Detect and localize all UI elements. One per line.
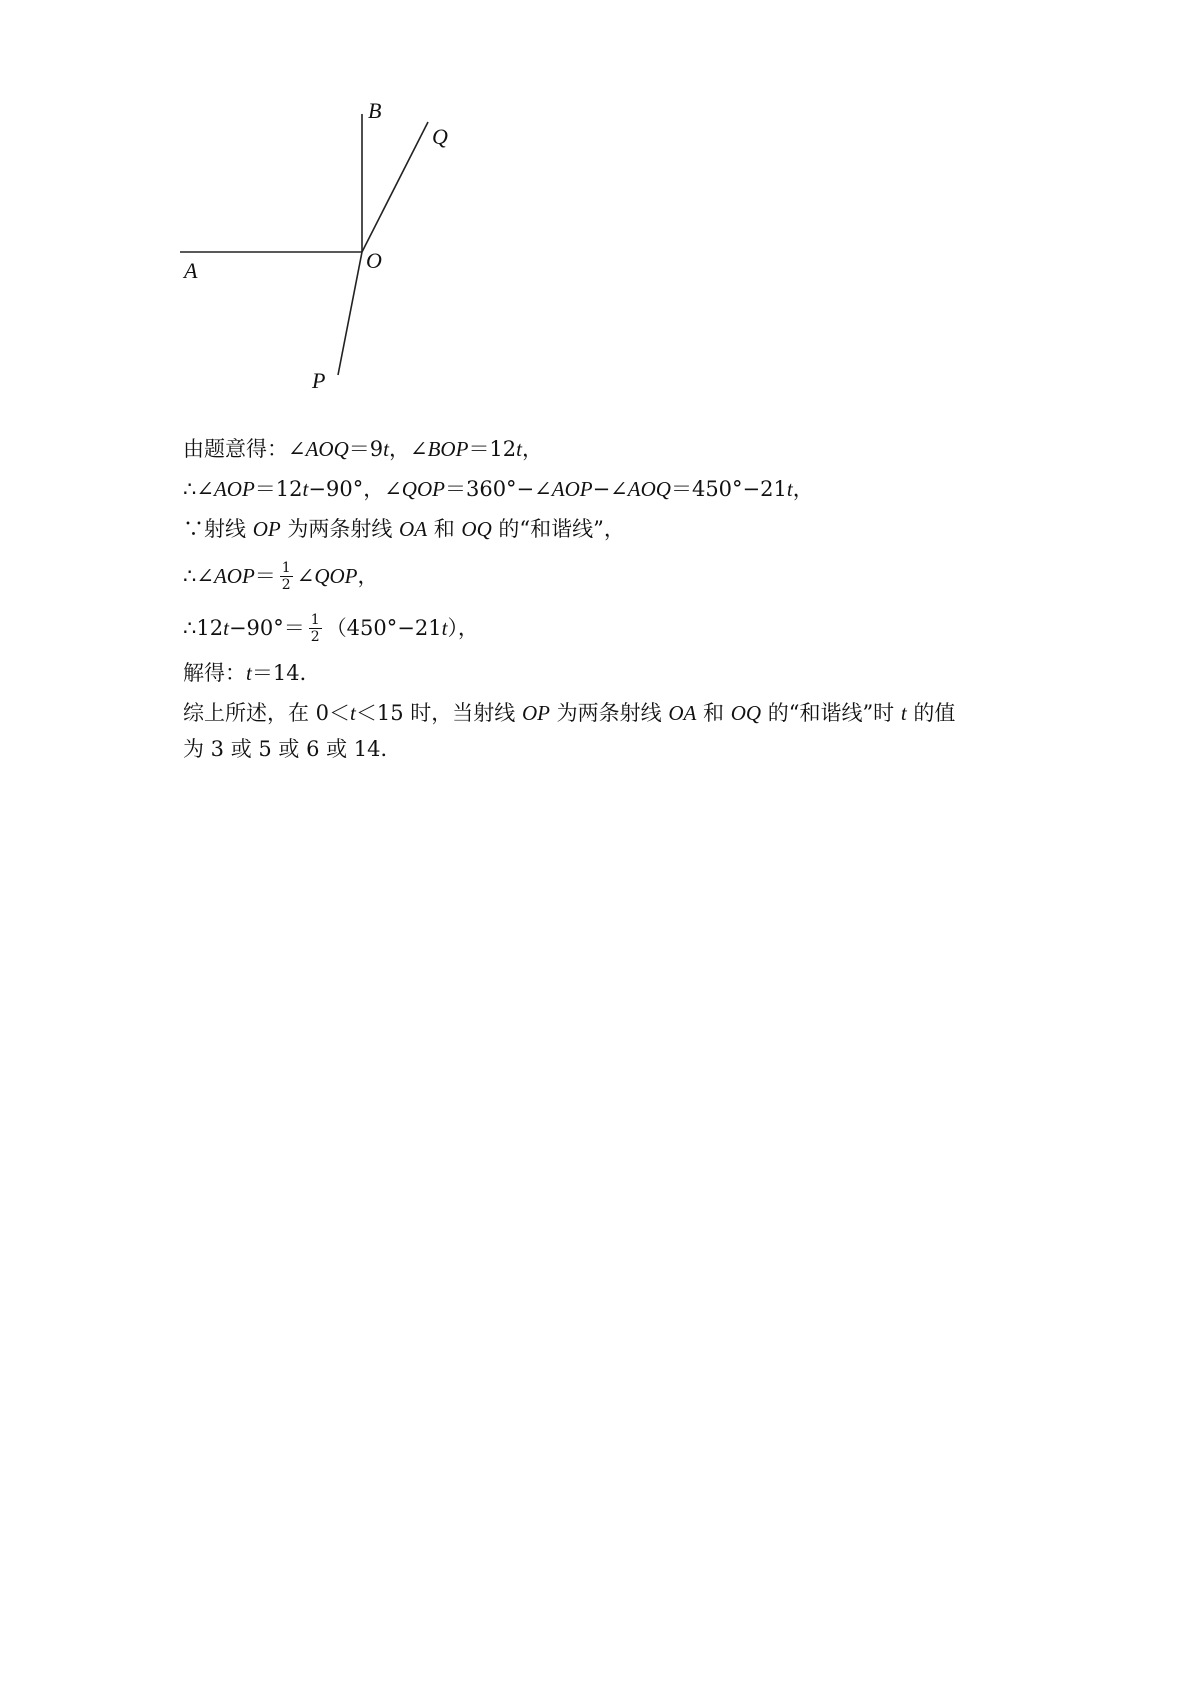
ray-name: OQ [730,701,762,725]
ray-OP [338,252,362,375]
text-run: ＝12 [254,477,303,501]
fraction-denominator: 2 [310,628,320,645]
text-run: 综上所述，在 0＜ [183,701,351,725]
text-run: 的值 [906,701,956,725]
text-run: ∴∠ [183,477,214,501]
text-run: 的“和谐线”时 [761,701,901,725]
label-A: A [184,258,198,283]
text-run: ∵射线 [183,517,253,541]
text-run: ＝9 [348,437,384,461]
text-run: −∠ [592,477,628,501]
text-run: ＝360°−∠ [444,477,552,501]
fraction-one-half [280,560,293,593]
angle-name: AOQ [627,477,671,501]
fraction-denominator: 2 [281,576,291,593]
text-run: 和 [696,701,731,725]
text-run: 的“和谐线”， [491,517,625,541]
text-run: ＝ [254,564,276,588]
text-run: ， [792,477,814,501]
text-run: ＝12 [468,437,517,461]
text-run: ∴∠ [183,564,214,588]
text-run: ∠ [296,564,315,588]
angle-name: BOP [427,437,469,461]
text-run: −90°＝ [228,616,305,640]
fraction-one-half [309,612,322,645]
text-run: ）， [447,616,479,640]
text-run: ，∠ [389,437,428,461]
solution-text [183,436,1083,776]
text-run: 由题意得：∠ [183,437,306,461]
variable-t: t [900,701,907,725]
text-run: 为两条射线 [280,517,400,541]
variable-t: t [383,437,389,461]
text-run: 解得： [183,661,246,685]
angle-name: AOQ [305,437,349,461]
text-run: −90°，∠ [308,477,402,501]
label-Q: Q [432,124,448,149]
angle-name: AOP [551,477,593,501]
text-run: ， [357,564,379,588]
label-P: P [312,368,326,393]
variable-t: t [302,477,309,501]
angle-name: AOP [213,564,255,588]
ray-name: OQ [461,517,492,541]
variable-t: t [246,661,252,685]
geometry-figure [160,90,480,420]
label-O: O [366,248,382,273]
text-run: 和 [427,517,462,541]
text-run: ＝450°−21 [670,477,787,501]
angle-name: AOP [213,477,255,501]
ray-name: OP [252,517,281,541]
variable-t: t [786,477,793,501]
ray-name: OP [521,701,550,725]
solution-line-6 [183,660,1083,686]
variable-t: t [516,437,523,461]
text-run: 为两条射线 [549,701,669,725]
angle-name: QOP [401,477,445,501]
text-run: ＝14． [251,661,321,685]
solution-line-5 [183,608,1083,648]
ray-name: OA [668,701,697,725]
fraction-numerator: 1 [310,611,320,628]
solution-line-8 [183,736,1083,762]
fraction-numerator: 1 [281,559,291,576]
solution-line-3 [183,516,1083,542]
solution-line-4 [183,556,1083,596]
text-run: ∴12 [183,616,224,640]
variable-t: t [441,616,448,640]
angle-name: QOP [314,564,358,588]
solution-line-2 [183,476,1083,502]
solution-line-7 [183,700,1083,726]
variable-t: t [350,701,356,725]
label-B: B [368,98,382,123]
angle-diagram [160,90,480,420]
text-run: ＜15 时，当射线 [355,701,522,725]
final-answer: 为 3 或 5 或 6 或 14． [183,737,402,761]
text-run: （450°−21 [325,616,442,640]
ray-OQ [362,122,428,252]
solution-line-1 [183,436,1083,462]
variable-t: t [223,616,229,640]
ray-name: OA [399,517,428,541]
text-run: ， [522,437,544,461]
